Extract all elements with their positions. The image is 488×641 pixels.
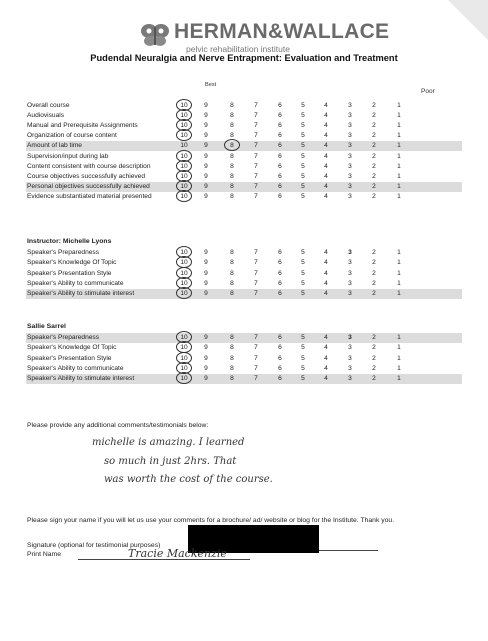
selected-rating-circle bbox=[176, 372, 192, 384]
rating-option[interactable]: 10 bbox=[180, 122, 188, 130]
rating-option[interactable]: 7 bbox=[254, 182, 258, 190]
rating-row bbox=[26, 374, 462, 384]
rating-option[interactable]: 3 bbox=[348, 102, 352, 109]
rating-option[interactable]: 5 bbox=[301, 344, 305, 352]
rating-option[interactable]: 6 bbox=[278, 290, 282, 298]
rating-option[interactable]: 9 bbox=[204, 152, 208, 160]
rating-row bbox=[26, 192, 462, 202]
rating-option[interactable]: 5 bbox=[301, 290, 305, 298]
printed-name: Tracie Mackenzie bbox=[128, 547, 227, 560]
rating-row bbox=[26, 258, 462, 268]
logo-tagline: pelvic rehabilitation institute bbox=[186, 44, 290, 54]
rating-row bbox=[26, 182, 462, 192]
rating-option[interactable]: 5 bbox=[301, 279, 305, 287]
rating-row-label: Audiovisuals bbox=[27, 112, 65, 120]
rating-row-label: Evidence substantiated material presented bbox=[27, 192, 152, 200]
selected-rating-circle bbox=[176, 287, 192, 299]
rating-option[interactable]: 1 bbox=[397, 279, 401, 287]
rating-option[interactable]: 5 bbox=[301, 192, 305, 200]
handwritten-comment-line: was worth the cost of the course. bbox=[104, 474, 273, 485]
rating-option[interactable]: 8 bbox=[230, 249, 234, 256]
rating-option[interactable]: 2 bbox=[372, 102, 376, 109]
rating-option[interactable]: 1 bbox=[397, 152, 401, 160]
rating-row-label: Overall course bbox=[27, 102, 70, 109]
rating-option[interactable]: 10 bbox=[180, 290, 188, 298]
rating-option[interactable]: 1 bbox=[397, 344, 401, 352]
rating-option[interactable]: 2 bbox=[372, 182, 376, 190]
rating-option[interactable]: 3 bbox=[348, 142, 352, 150]
rating-option[interactable]: 1 bbox=[397, 364, 401, 372]
instructor2-heading: Sallie Sarrel bbox=[27, 323, 66, 330]
rating-option[interactable]: 9 bbox=[204, 364, 208, 372]
rating-option[interactable]: 8 bbox=[230, 162, 234, 170]
rating-row bbox=[26, 333, 462, 343]
rating-row bbox=[26, 354, 462, 364]
rating-option[interactable]: 5 bbox=[301, 182, 305, 190]
rating-row-label: Organization of course content bbox=[27, 132, 117, 140]
rating-option[interactable]: 2 bbox=[372, 132, 376, 140]
rating-option[interactable]: 1 bbox=[397, 132, 401, 140]
rating-option[interactable]: 8 bbox=[230, 344, 234, 352]
rating-option[interactable]: 6 bbox=[278, 122, 282, 130]
rating-option[interactable]: 5 bbox=[301, 364, 305, 372]
rating-option[interactable]: 9 bbox=[204, 354, 208, 362]
rating-option[interactable]: 10 bbox=[180, 132, 188, 140]
rating-option[interactable]: 4 bbox=[324, 162, 328, 170]
rating-option[interactable]: 8 bbox=[230, 375, 234, 383]
rating-option[interactable]: 8 bbox=[230, 112, 234, 120]
rating-option[interactable]: 1 bbox=[397, 162, 401, 170]
rating-option[interactable]: 5 bbox=[301, 334, 305, 341]
rating-option[interactable]: 2 bbox=[372, 122, 376, 130]
page-title: Pudendal Neuralgia and Nerve Entrapment: Evaluation and Treatment bbox=[90, 53, 398, 63]
rating-option[interactable]: 1 bbox=[397, 142, 401, 150]
rating-option[interactable]: 8 bbox=[230, 259, 234, 267]
rating-option[interactable]: 2 bbox=[372, 344, 376, 352]
rating-row-label: Course objectives successfully achieved bbox=[27, 172, 146, 180]
rating-row-label: Speaker's Preparedness bbox=[27, 334, 100, 341]
rating-option[interactable]: 4 bbox=[324, 172, 328, 180]
rating-option[interactable]: 1 bbox=[397, 354, 401, 362]
rating-option[interactable]: 3 bbox=[348, 269, 352, 277]
rating-option[interactable]: 3 bbox=[348, 290, 352, 298]
rating-row-label: Speaker's Ability to communicate bbox=[27, 279, 124, 287]
rating-row-label: Speaker's Ability to communicate bbox=[27, 364, 124, 372]
selected-rating-circle bbox=[224, 139, 240, 151]
rating-option[interactable]: 7 bbox=[254, 152, 258, 160]
rating-option[interactable]: 6 bbox=[278, 375, 282, 383]
rating-option[interactable]: 10 bbox=[180, 269, 188, 277]
rating-row bbox=[26, 343, 462, 353]
rating-option[interactable]: 6 bbox=[278, 152, 282, 160]
rating-option[interactable]: 2 bbox=[372, 334, 376, 341]
rating-option[interactable]: 3 bbox=[348, 375, 352, 383]
rating-option[interactable]: 6 bbox=[278, 102, 282, 109]
rating-option[interactable]: 8 bbox=[230, 172, 234, 180]
rating-row-label: Speaker's Ability to stimulate interest bbox=[27, 290, 135, 298]
print-name-label: Print Name bbox=[27, 551, 61, 558]
rating-option[interactable]: 8 bbox=[230, 132, 234, 140]
rating-row bbox=[26, 101, 462, 111]
rating-option[interactable]: 10 bbox=[180, 112, 188, 120]
rating-option[interactable]: 4 bbox=[324, 279, 328, 287]
rating-option[interactable]: 9 bbox=[204, 290, 208, 298]
rating-option[interactable]: 4 bbox=[324, 132, 328, 140]
rating-option[interactable]: 1 bbox=[397, 375, 401, 383]
signature-label: Signature (optional for testimonial purposes) bbox=[27, 542, 161, 549]
rating-option[interactable]: 5 bbox=[301, 122, 305, 130]
rating-option[interactable]: 9 bbox=[204, 172, 208, 180]
rating-option[interactable]: 5 bbox=[301, 142, 305, 150]
rating-option[interactable]: 6 bbox=[278, 344, 282, 352]
rating-option[interactable]: 7 bbox=[254, 172, 258, 180]
rating-row bbox=[26, 152, 462, 162]
rating-option[interactable]: 6 bbox=[278, 192, 282, 200]
rating-row bbox=[26, 131, 462, 141]
rating-row bbox=[26, 141, 462, 151]
rating-option[interactable]: 9 bbox=[204, 182, 208, 190]
rating-option[interactable]: 8 bbox=[230, 334, 234, 341]
rating-option[interactable]: 2 bbox=[372, 172, 376, 180]
rating-option[interactable]: 2 bbox=[372, 152, 376, 160]
rating-option[interactable]: 6 bbox=[278, 112, 282, 120]
rating-option[interactable]: 3 bbox=[348, 172, 352, 180]
rating-option[interactable]: 2 bbox=[372, 112, 376, 120]
rating-option[interactable]: 9 bbox=[204, 269, 208, 277]
rating-option[interactable]: 9 bbox=[204, 102, 208, 109]
rating-option[interactable]: 10 bbox=[180, 354, 188, 362]
rating-option[interactable]: 7 bbox=[254, 249, 258, 256]
rating-row-label: Content consistent with course description bbox=[27, 162, 151, 170]
rating-option[interactable]: 4 bbox=[324, 112, 328, 120]
rating-option[interactable]: 6 bbox=[278, 334, 282, 341]
rating-option[interactable]: 5 bbox=[301, 354, 305, 362]
rating-row-label: Supervision/input during lab bbox=[27, 152, 109, 160]
rating-option[interactable]: 3 bbox=[348, 249, 352, 256]
rating-option[interactable]: 3 bbox=[348, 152, 352, 160]
rating-option[interactable]: 8 bbox=[230, 182, 234, 190]
rating-row-label: Speaker's Knowledge Of Topic bbox=[27, 344, 117, 352]
rating-option[interactable]: 2 bbox=[372, 259, 376, 267]
rating-option[interactable]: 6 bbox=[278, 269, 282, 277]
rating-option[interactable]: 7 bbox=[254, 279, 258, 287]
rating-option[interactable]: 3 bbox=[348, 344, 352, 352]
rating-option[interactable]: 8 bbox=[230, 354, 234, 362]
rating-option[interactable]: 3 bbox=[348, 122, 352, 130]
rating-option[interactable]: 8 bbox=[230, 364, 234, 372]
rating-option[interactable]: 8 bbox=[230, 152, 234, 160]
rating-option[interactable]: 1 bbox=[397, 259, 401, 267]
rating-row-label: Amount of lab time bbox=[27, 142, 82, 150]
rating-option[interactable]: 7 bbox=[254, 259, 258, 267]
rating-option[interactable]: 6 bbox=[278, 162, 282, 170]
rating-row bbox=[26, 111, 462, 121]
selected-rating-circle bbox=[176, 190, 192, 202]
rating-option[interactable]: 3 bbox=[348, 334, 352, 341]
rating-option[interactable]: 4 bbox=[324, 249, 328, 256]
rating-option[interactable]: 10 bbox=[180, 259, 188, 267]
rating-option[interactable]: 8 bbox=[230, 102, 234, 109]
rating-option[interactable]: 3 bbox=[348, 162, 352, 170]
rating-option[interactable]: 4 bbox=[324, 259, 328, 267]
rating-option[interactable]: 5 bbox=[301, 102, 305, 109]
rating-row bbox=[26, 269, 462, 279]
rating-option[interactable]: 9 bbox=[204, 192, 208, 200]
rating-option[interactable]: 3 bbox=[348, 354, 352, 362]
rating-option[interactable]: 5 bbox=[301, 259, 305, 267]
rating-option[interactable]: 5 bbox=[301, 375, 305, 383]
rating-option[interactable]: 9 bbox=[204, 259, 208, 267]
rating-option[interactable]: 2 bbox=[372, 354, 376, 362]
rating-option[interactable]: 1 bbox=[397, 269, 401, 277]
rating-option[interactable]: 2 bbox=[372, 364, 376, 372]
rating-option[interactable]: 5 bbox=[301, 172, 305, 180]
rating-option[interactable]: 2 bbox=[372, 142, 376, 150]
rating-option[interactable]: 6 bbox=[278, 249, 282, 256]
instructor1-heading: Instructor: Michelle Lyons bbox=[27, 238, 112, 245]
rating-option[interactable]: 3 bbox=[348, 112, 352, 120]
selected-rating-circle bbox=[176, 129, 192, 141]
rating-option[interactable]: 3 bbox=[348, 259, 352, 267]
rating-option[interactable]: 8 bbox=[230, 269, 234, 277]
best-label: Best bbox=[205, 82, 217, 88]
rating-option[interactable]: 8 bbox=[230, 279, 234, 287]
rating-row bbox=[26, 289, 462, 299]
rating-option[interactable]: 9 bbox=[204, 162, 208, 170]
rating-option[interactable]: 10 bbox=[180, 142, 188, 150]
rating-option[interactable]: 4 bbox=[324, 290, 328, 298]
rating-option[interactable]: 5 bbox=[301, 269, 305, 277]
rating-option[interactable]: 10 bbox=[180, 279, 188, 287]
rating-option[interactable]: 2 bbox=[372, 269, 376, 277]
rating-option[interactable]: 7 bbox=[254, 334, 258, 341]
rating-option[interactable]: 10 bbox=[180, 162, 188, 170]
page-corner bbox=[448, 0, 488, 40]
rating-option[interactable]: 1 bbox=[397, 182, 401, 190]
rating-option[interactable]: 4 bbox=[324, 269, 328, 277]
rating-option[interactable]: 1 bbox=[397, 122, 401, 130]
rating-row-label: Speaker's Ability to stimulate interest bbox=[27, 375, 135, 383]
rating-row-label: Speaker's Presentation Style bbox=[27, 269, 112, 277]
signature-instructions: Please sign your name if you will let us use your comments for a brochure/ ad/ website or blog for the Institute. Thank you. bbox=[27, 517, 395, 524]
rating-option[interactable]: 10 bbox=[180, 364, 188, 372]
rating-option[interactable]: 7 bbox=[254, 192, 258, 200]
rating-row bbox=[26, 121, 462, 131]
rating-option[interactable]: 10 bbox=[180, 334, 188, 341]
rating-option[interactable]: 10 bbox=[180, 344, 188, 352]
rating-row-label: Manual and Prerequisite Assignments bbox=[27, 122, 138, 130]
rating-option[interactable]: 7 bbox=[254, 375, 258, 383]
rating-option[interactable]: 7 bbox=[254, 290, 258, 298]
rating-option[interactable]: 4 bbox=[324, 102, 328, 109]
rating-option[interactable]: 10 bbox=[180, 152, 188, 160]
rating-option[interactable]: 4 bbox=[324, 375, 328, 383]
rating-option[interactable]: 4 bbox=[324, 182, 328, 190]
rating-option[interactable]: 4 bbox=[324, 334, 328, 341]
rating-option[interactable]: 1 bbox=[397, 192, 401, 200]
rating-option[interactable]: 2 bbox=[372, 290, 376, 298]
rating-row bbox=[26, 364, 462, 374]
rating-option[interactable]: 9 bbox=[204, 142, 208, 150]
rating-option[interactable]: 5 bbox=[301, 249, 305, 256]
rating-option[interactable]: 1 bbox=[397, 112, 401, 120]
rating-option[interactable]: 6 bbox=[278, 279, 282, 287]
rating-row bbox=[26, 172, 462, 182]
rating-option[interactable]: 8 bbox=[230, 192, 234, 200]
rating-option[interactable]: 9 bbox=[204, 112, 208, 120]
rating-option[interactable]: 6 bbox=[278, 182, 282, 190]
rating-option[interactable]: 7 bbox=[254, 102, 258, 109]
rating-option[interactable]: 7 bbox=[254, 354, 258, 362]
rating-option[interactable]: 6 bbox=[278, 259, 282, 267]
rating-option[interactable]: 2 bbox=[372, 279, 376, 287]
rating-option[interactable]: 7 bbox=[254, 142, 258, 150]
rating-option[interactable]: 7 bbox=[254, 364, 258, 372]
rating-row-label: Speaker's Presentation Style bbox=[27, 354, 112, 362]
rating-option[interactable]: 4 bbox=[324, 344, 328, 352]
rating-option[interactable]: 7 bbox=[254, 269, 258, 277]
rating-option[interactable]: 1 bbox=[397, 249, 401, 256]
rating-option[interactable]: 5 bbox=[301, 152, 305, 160]
rating-option[interactable]: 4 bbox=[324, 152, 328, 160]
rating-option[interactable]: 7 bbox=[254, 162, 258, 170]
rating-option[interactable]: 4 bbox=[324, 192, 328, 200]
rating-option[interactable]: 10 bbox=[180, 192, 188, 200]
rating-option[interactable]: 1 bbox=[397, 290, 401, 298]
rating-option[interactable]: 2 bbox=[372, 162, 376, 170]
rating-option[interactable]: 3 bbox=[348, 279, 352, 287]
comments-prompt: Please provide any additional comments/testimonials below: bbox=[27, 422, 209, 429]
rating-option[interactable]: 8 bbox=[230, 122, 234, 130]
rating-row-label: Speaker's Knowledge Of Topic bbox=[27, 259, 117, 267]
rating-row-label: Personal objectives successfully achieved bbox=[27, 182, 150, 190]
rating-option[interactable]: 8 bbox=[230, 290, 234, 298]
rating-option[interactable]: 9 bbox=[204, 249, 208, 256]
rating-option[interactable]: 3 bbox=[348, 364, 352, 372]
rating-option[interactable]: 10 bbox=[180, 249, 188, 256]
poor-label: Poor bbox=[421, 88, 435, 95]
rating-option[interactable]: 4 bbox=[324, 354, 328, 362]
rating-option[interactable]: 1 bbox=[397, 334, 401, 341]
rating-option[interactable]: 2 bbox=[372, 192, 376, 200]
rating-option[interactable]: 3 bbox=[348, 132, 352, 140]
rating-option[interactable]: 9 bbox=[204, 334, 208, 341]
rating-option[interactable]: 5 bbox=[301, 132, 305, 140]
rating-option[interactable]: 9 bbox=[204, 122, 208, 130]
rating-option[interactable]: 5 bbox=[301, 162, 305, 170]
handwritten-comment-line: so much in just 2hrs. That bbox=[104, 456, 237, 467]
rating-row bbox=[26, 162, 462, 172]
rating-option[interactable]: 1 bbox=[397, 102, 401, 109]
rating-option[interactable]: 10 bbox=[180, 172, 188, 180]
rating-option[interactable]: 7 bbox=[254, 132, 258, 140]
rating-option[interactable]: 8 bbox=[230, 142, 234, 150]
butterfly-logo-icon bbox=[140, 22, 170, 48]
rating-option[interactable]: 4 bbox=[324, 142, 328, 150]
rating-option[interactable]: 5 bbox=[301, 112, 305, 120]
rating-option[interactable]: 9 bbox=[204, 132, 208, 140]
rating-option[interactable]: 1 bbox=[397, 172, 401, 180]
rating-option[interactable]: 3 bbox=[348, 182, 352, 190]
rating-option[interactable]: 10 bbox=[180, 102, 188, 109]
rating-option[interactable]: 6 bbox=[278, 132, 282, 140]
rating-option[interactable]: 6 bbox=[278, 354, 282, 362]
rating-option[interactable]: 2 bbox=[372, 375, 376, 383]
rating-option[interactable]: 7 bbox=[254, 112, 258, 120]
rating-row bbox=[26, 248, 462, 258]
rating-option[interactable]: 6 bbox=[278, 364, 282, 372]
rating-option[interactable]: 9 bbox=[204, 344, 208, 352]
rating-option[interactable]: 10 bbox=[180, 182, 188, 190]
rating-option[interactable]: 10 bbox=[180, 375, 188, 383]
rating-row bbox=[26, 279, 462, 289]
rating-option[interactable]: 6 bbox=[278, 172, 282, 180]
rating-option[interactable]: 7 bbox=[254, 344, 258, 352]
rating-option[interactable]: 6 bbox=[278, 142, 282, 150]
rating-option[interactable]: 2 bbox=[372, 249, 376, 256]
handwritten-comment-line: michelle is amazing. I learned bbox=[92, 437, 245, 448]
rating-option[interactable]: 7 bbox=[254, 122, 258, 130]
rating-option[interactable]: 9 bbox=[204, 279, 208, 287]
rating-option[interactable]: 4 bbox=[324, 122, 328, 130]
rating-option[interactable]: 9 bbox=[204, 375, 208, 383]
rating-row-label: Speaker's Preparedness bbox=[27, 249, 100, 256]
rating-option[interactable]: 3 bbox=[348, 192, 352, 200]
rating-option[interactable]: 4 bbox=[324, 364, 328, 372]
logo-name: HERMAN&WALLACE bbox=[174, 20, 390, 43]
